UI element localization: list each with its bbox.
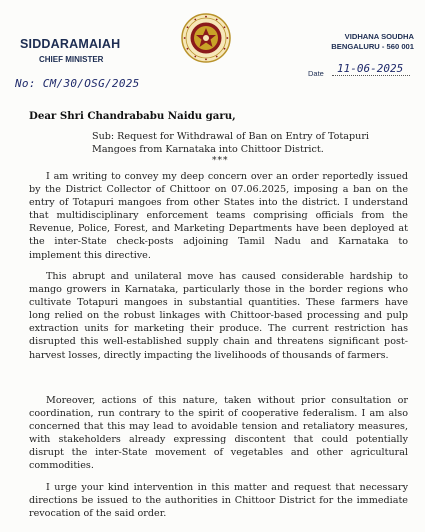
sender-name: SIDDARAMAIAH <box>20 37 121 51</box>
body-paragraph: Moreover, actions of this nature, taken without prior consultation or coordination, run contrary to the spirit of cooperative federalism. I am also concerned that this may lead to avoidable tension and retaliatory measures, with stakeholders already expressing discontent that could potentially disrupt the inter-State movement of vegetables and other agricultural commodities. <box>29 395 408 472</box>
body-paragraph: I urge your kind intervention in this matter and request that necessary directions be issued to the authorities in Chittoor District for the immediate revocation of the said order. <box>29 482 408 520</box>
sender-title: CHIEF MINISTER <box>39 55 104 64</box>
address-block <box>331 32 414 52</box>
address-line: VIDHANA SOUDHA <box>344 32 414 41</box>
address-line: BENGALURU - 560 001 <box>331 42 414 51</box>
body-paragraph: I am writing to convey my deep concern over an order reportedly issued by the District Collector of Chittoor on 07.06.2025, imposing a ban on the entry of Totapuri mangoes from other States into the district. I understand that multidisciplinary enforcement teams comprising officials from the Revenue, Police, Forest, and Marketing Departments have been deployed at the inter-State check-posts adjoining Tamil Nadu and Karnataka to implement this directive. <box>29 171 408 261</box>
date-underline <box>332 75 410 76</box>
salutation: Dear Shri Chandrababu Naidu garu, <box>29 110 236 122</box>
reference-number: No: CM/30/OSG/2025 <box>15 77 140 90</box>
date-value: 11-06-2025 <box>337 62 404 75</box>
separator: *** <box>212 156 229 166</box>
date-label: Date <box>308 69 324 78</box>
subject-line: Sub: Request for Withdrawal of Ban on Entry of Totapuri Mangoes from Karnataka into Chittoor District. <box>92 131 369 155</box>
body-paragraph: This abrupt and unilateral move has caused considerable hardship to mango growers in Karnataka, particularly those in the border regions who cultivate Totapuri mangoes in substantial quantities. These farmers have long relied on the robust linkages with Chittoor-based processing and pulp extraction units for marketing their produce. The current restriction has disrupted this well-established supply chain and threatens significant post-harvest losses, directly impacting the livelihoods of thousands of farmers. <box>29 271 408 361</box>
government-seal-icon <box>181 13 231 63</box>
